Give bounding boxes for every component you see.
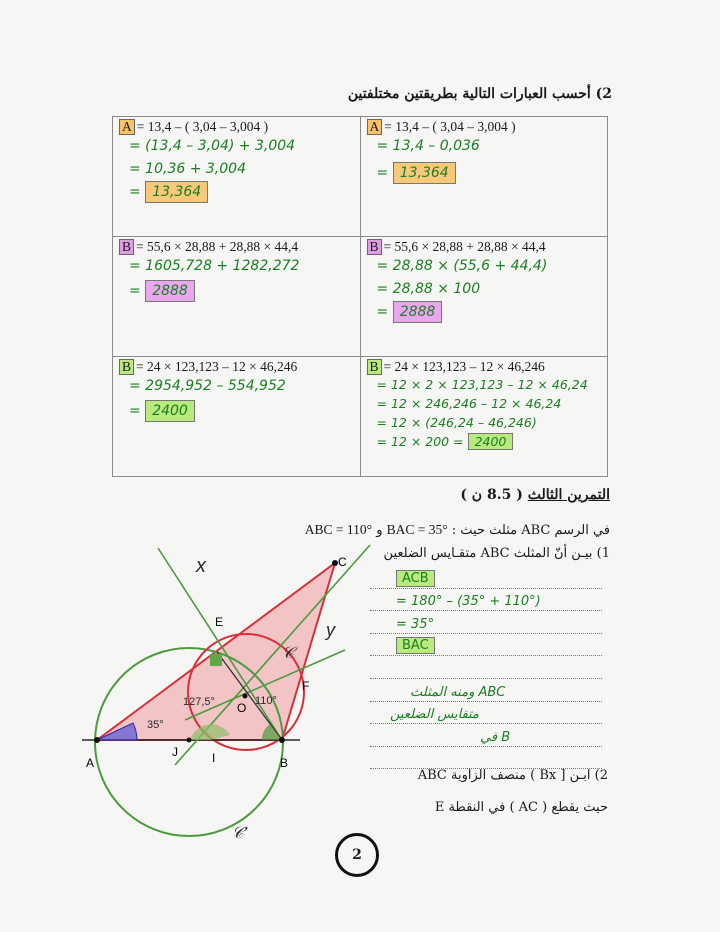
result-highlight: 2400 — [468, 433, 514, 450]
label-line-y: y — [326, 620, 335, 640]
and-word: و — [376, 523, 383, 538]
point-b — [279, 737, 285, 743]
step: = (13,4 – 3,04) + 3,004 — [129, 138, 296, 154]
result-highlight: 2888 — [145, 280, 195, 302]
point-a — [94, 737, 100, 743]
label-line-x: x — [196, 555, 206, 577]
label-c: C — [338, 555, 347, 569]
exercise3-points: ( 8.5 ن ) — [460, 487, 523, 503]
question-2-line2: حيث يقطع ( AC ) في النقطة E — [434, 800, 608, 815]
cell-expression: = 24 × 123,123 – 12 × 46,246 — [383, 359, 545, 374]
result-highlight: 2888 — [393, 301, 443, 323]
cell-expression: = 24 × 123,123 – 12 × 46,246 — [136, 359, 298, 374]
cell-label: B — [119, 359, 134, 375]
cell-label: A — [119, 119, 135, 135]
exercise2-title: 2) أحسب العبارات التالية بطريقتين مختلفتين — [347, 86, 612, 102]
step: = 12 × 200 = — [376, 434, 464, 449]
label-angle-127: 127,5° — [183, 696, 215, 708]
given-text: في الرسم ABC مثلث حيث : — [451, 523, 610, 538]
page-number: 2 — [335, 833, 379, 877]
label-angle-110: 110° — [255, 695, 277, 707]
result-highlight: 2400 — [145, 400, 195, 422]
exercise3-title: التمرين الثالث — [527, 487, 610, 503]
cell-label: A — [367, 119, 383, 135]
step: = 10,36 + 3,004 — [129, 161, 246, 177]
cell-expression: = 55,6 × 28,88 + 28,88 × 44,4 — [383, 239, 546, 254]
step: = 12 × 246,246 – 12 × 46,24 — [376, 396, 562, 411]
cell-expression: = 13,4 – ( 3,04 – 3,004 ) — [384, 119, 516, 134]
cell-expression: = 13,4 – ( 3,04 – 3,004 ) — [136, 119, 269, 134]
answer-line: = 180° – (35° + 110°) — [370, 589, 602, 612]
answer-line: ACB — [370, 566, 602, 589]
result-highlight: 13,364 — [145, 181, 208, 203]
answer-line: متقايس الضلعين — [370, 702, 602, 725]
cell-label: B — [119, 239, 134, 255]
result-highlight: 13,364 — [393, 162, 456, 184]
label-b: B — [280, 756, 289, 770]
right-angle-e — [210, 654, 222, 666]
answer-line: BAC — [370, 634, 602, 657]
label-o: O — [237, 701, 247, 715]
question-1: 1) بيـن أنّ المثلث ABC متقـايس الضلعين — [383, 546, 610, 561]
step: = 28,88 × 100 — [376, 281, 481, 297]
label-f: F — [302, 679, 310, 693]
cell-r2-right: B = 55,6 × 28,88 + 28,88 × 44,4 = 28,88 × (55,6 + 44,4) = 28,88 × 100 = 2888 — [360, 237, 608, 357]
cell-label: B — [367, 359, 382, 375]
cell-r1-right: A = 13,4 – ( 3,04 – 3,004 ) = 13,4 – 0,036 = 13,364 — [360, 117, 608, 237]
cell-label: B — [367, 239, 382, 255]
question-2-line1: 2) ابـن [ Bx ) منصف الزاوية ABC — [417, 768, 608, 783]
step: = 1605,728 + 1282,272 — [129, 258, 300, 274]
cell-r2-left: B = 55,6 × 28,88 + 28,88 × 44,4 = 1605,728 + 1282,272 = 2888 — [113, 237, 361, 357]
point-o — [243, 694, 248, 699]
angle-abc: ABC = 110° — [304, 522, 373, 537]
label-a: A — [86, 756, 95, 770]
cell-r1-left: A = 13,4 – ( 3,04 – 3,004 ) = (13,4 – 3,04) + 3,004 = 10,36 + 3,004 = 13,364 — [113, 117, 361, 237]
answer-line: في B — [370, 724, 602, 747]
step: = 12 × 2 × 123,123 – 12 × 46,24 — [376, 377, 588, 392]
answer-line: = 35° — [370, 611, 602, 634]
answer-line: ومنه المثلث ABC — [370, 679, 602, 702]
label-angle-35: 35° — [147, 719, 164, 731]
label-circle-c-prime: 𝒞' — [232, 825, 247, 842]
angle-bac: BAC = 35° — [386, 522, 448, 537]
label-i: I — [212, 751, 216, 765]
label-j: J — [172, 745, 178, 759]
cell-r3-left: B = 24 × 123,123 – 12 × 46,246 = 2954,952 – 554,952 = 2400 — [113, 357, 361, 477]
step: = 13,4 – 0,036 — [376, 138, 480, 154]
label-e: E — [215, 615, 224, 629]
step: = 2954,952 – 554,952 — [129, 378, 286, 394]
cell-expression: = 55,6 × 28,88 + 28,88 × 44,4 — [136, 239, 299, 254]
step: = 12 × (246,24 – 46,246) — [376, 415, 537, 430]
step: = 28,88 × (55,6 + 44,4) — [376, 258, 548, 274]
point-j — [187, 738, 192, 743]
label-circle-c: 𝒞 — [282, 645, 294, 662]
